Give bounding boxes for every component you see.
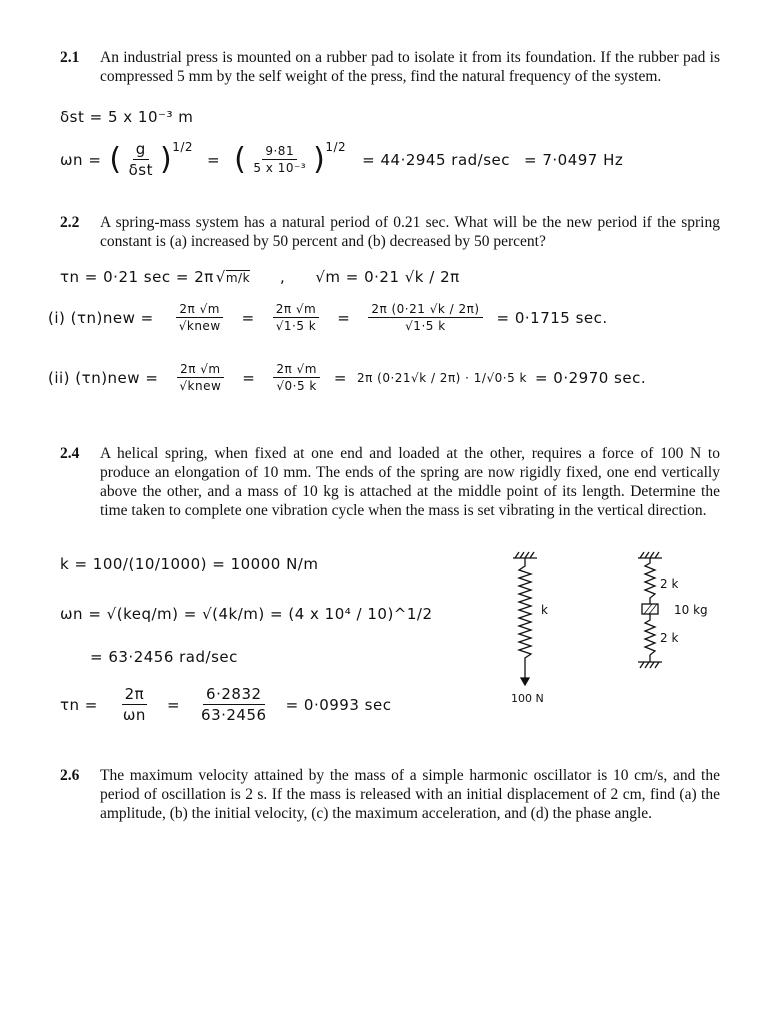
frac1-den: √knew [178,319,221,333]
problem-text: The maximum velocity attained by the mass of a simple harmonic oscillator is 10 cm/s, and the period of oscillation is 2 s. If the mass is released with an initial displacement of 2 cm, find (a) the amplitude, (b) the initial velocity, (c) the maximum acceleration, and (d) the phase angle. [100,767,720,822]
problem-text: A helical spring, when fixed at one end and loaded at the other, requires a force of 100 N to produce an elongation of 10 mm. The ends of the spring are now rigidly fixed, one end vertically above the other, and a mass of 10 kg is attached at the middle point of its length. Determine the time taken to complete one vibration cycle when the mass is set vibrating in the vertical direction. [100,445,720,519]
solution-2-4-wn-result: = 63·2456 rad/sec [90,648,238,666]
ground-hatch-icon [513,552,537,558]
sqrt-m-over-k: m/k [225,270,251,285]
result-rad: = 44·2945 rad/sec [362,150,510,169]
arrow-down-icon [521,666,529,685]
ground-hatch-bottom-icon [638,662,662,668]
part-ii-result: = 0·2970 sec. [534,368,647,387]
frac2-num: 2π √m [273,362,320,378]
tn-label: τn = [60,695,98,714]
part-ii-label: (ii) (τn)new = [48,368,159,387]
tn-frac2-den: 63·2456 [201,706,267,724]
frac2-den: √1·5 k [275,319,317,333]
solution-2-2-part-i: (i) (τn)new = $\frac{2\pi √m}{\text{√knew}}$ = $\frac{2\pi √m}{√1\cdot 5 k}$ = $\frac{2\pi (0\cdot 21 √k / 2\pi)}{√1\cdot 5 k}$ = 0·1715 sec. [48,302,608,333]
frac2-den: √0·5 k [276,379,317,393]
problem-2-1 [60,48,720,86]
numerator: 9·81 [262,144,297,160]
sqrt-m-expression: √m = 0·21 √k / 2π [315,268,460,286]
frac3-num: 2π (0·21 √k / 2π) [368,302,482,318]
result-hz: = 7·0497 Hz [524,150,624,169]
ground-hatch-top-icon [638,552,662,558]
problem-text: A spring-mass system has a natural period of 0.21 sec. What will be the new period if the spring constant is (a) increased by 50 percent and (b) decreased by 50 percent? [100,214,720,250]
solution-2-4-tn: τn = $\frac{2\pi}{\omega n}$ = $\frac{6\cdot 2832}{63\cdot 2456}$ = 0·0993 sec [60,685,392,724]
mass-label: 10 kg [674,603,708,617]
lower-spring-label: 2 k [660,631,679,645]
frac1-num: 2π √m [176,302,223,318]
tn-frac1-num: 2π [122,685,148,705]
tn-result: = 0·0993 sec [285,695,392,714]
solution-2-2-part-ii: (ii) (τn)new = $\frac{2\pi √m}{\text{√knew}}$ = $\frac{2\pi √m}{√0\cdot 5 k}$ = 2π (0·21√k / 2π) · 1/√0·5 k = 0·2970 sec. [48,362,647,393]
period-expression: τn = 0·21 sec = 2π [60,268,214,286]
problem-number: 2.1 [60,49,80,66]
part-i-label: (i) (τn)new = [48,308,154,327]
frac3-expression: 2π (0·21√k / 2π) · 1/√0·5 k [356,370,527,385]
tn-frac2-num: 6·2832 [203,685,265,705]
solution-2-2-line1: τn = 0·21 sec = 2π √ m/k , √m = 0·21 √k / 2π [60,268,460,286]
g-symbol: g [133,140,149,160]
denominator: 5 x 10⁻³ [253,161,307,175]
spring-icon [519,558,531,666]
upper-spring-icon [645,558,655,604]
problem-2-2 [60,213,720,251]
solution-2-1-line2: ωn = ( $\frac{g}{\text{δst}}$ ) $^{1/2}$ = ( $\frac{9\cdot 81}{\text{5 x 10⁻³}}$ ) $^{1/2}$ = 44·2945 rad/sec = 7·0497 Hz [60,140,624,179]
upper-spring-label: 2 k [660,577,679,591]
frac1-num: 2π √m [177,362,224,378]
lower-spring-icon [645,614,655,662]
exponent: 1/2 [172,140,194,154]
spring-figure-fixed-load [495,548,575,708]
spring-k-label: k [541,603,548,617]
frac1-den: √knew [179,379,222,393]
tn-frac1-den: ωn [122,706,146,724]
problem-2-4 [60,444,720,520]
dst-symbol: δst [128,161,153,179]
solution-2-4-wn: ωn = √(keq/m) = √(4k/m) = (4 x 10⁴ / 10)^1/2 [60,605,433,623]
spring-figure-fixed-both [622,548,732,678]
solution-2-1-line1: δst = 5 x 10⁻³ m [60,108,194,126]
problem-number: 2.2 [60,214,80,231]
problem-2-6 [60,766,720,823]
force-label: 100 N [511,692,544,705]
problem-number: 2.4 [60,445,80,462]
exponent-2: 1/2 [325,140,347,154]
omega-label: ωn = [60,150,102,169]
problem-number: 2.6 [60,767,80,784]
frac3-den: √1·5 k [405,319,446,333]
part-i-result: = 0·1715 sec. [496,308,608,327]
problem-text: An industrial press is mounted on a rubber pad to isolate it from its foundation. If the rubber pad is compressed 5 mm by the self weight of the press, find the natural frequency of the system. [100,49,720,85]
solution-2-4-k: k = 100/(10/1000) = 10000 N/m [60,555,319,573]
frac2-num: 2π √m [273,302,320,318]
